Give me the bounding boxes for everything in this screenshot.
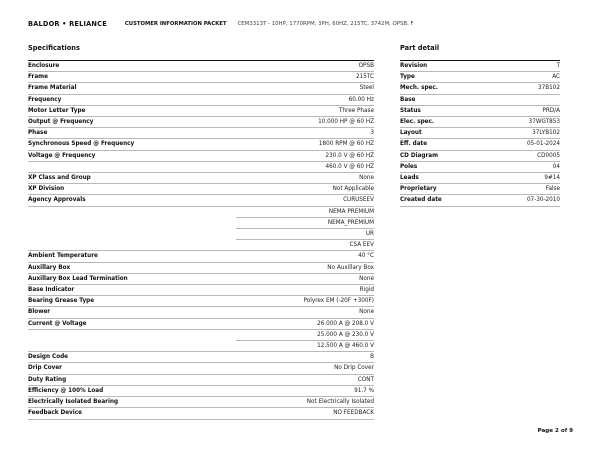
spec-label: Efficiency @ 100% Load	[28, 385, 236, 396]
spec-row	[28, 139, 374, 150]
part-row	[400, 83, 560, 94]
spec-value: UR	[236, 229, 374, 240]
spec-row	[28, 184, 374, 195]
spec-row	[28, 217, 374, 228]
spec-value: Not Applicable	[236, 184, 374, 195]
spec-row	[28, 408, 374, 419]
spec-row	[28, 94, 374, 105]
spec-value: 40 °C	[236, 251, 374, 262]
spec-value: NO FEEDBACK	[236, 408, 374, 419]
part-label: Eff. date	[400, 139, 489, 150]
spec-label-spacer	[28, 329, 236, 340]
spec-label: Blower	[28, 307, 236, 318]
spec-label-spacer	[28, 217, 236, 228]
spec-value: 215TC	[236, 72, 374, 83]
spec-label: Auxillary Box Lead Termination	[28, 273, 236, 284]
spec-row	[28, 262, 374, 273]
spec-value: Not Electrically Isolated	[236, 397, 374, 408]
page-number: Page 2 of 9	[537, 428, 573, 434]
spec-row	[28, 117, 374, 128]
spec-value: 60.00 Hz	[236, 94, 374, 105]
part-row	[400, 105, 560, 116]
spec-label: Feedback Device	[28, 408, 236, 419]
spec-label: Phase	[28, 128, 236, 139]
spec-row	[28, 374, 374, 385]
specifications-title: Specifications	[28, 44, 80, 52]
part-value: AC	[489, 72, 560, 83]
part-value: 04	[489, 161, 560, 172]
part-label: Proprietary	[400, 184, 489, 195]
spec-label: Frame Material	[28, 83, 236, 94]
document-header	[28, 18, 578, 30]
part-value: CD0005	[489, 150, 560, 161]
spec-label: Synchronous Speed @ Frequency	[28, 139, 236, 150]
spec-row	[28, 307, 374, 318]
spec-label: Bearing Grease Type	[28, 296, 236, 307]
part-value: 05-01-2024	[489, 139, 560, 150]
specifications-table	[28, 60, 374, 420]
spec-row	[28, 352, 374, 363]
spec-value: 10.000 HP @ 60 HZ	[236, 117, 374, 128]
spec-row	[28, 385, 374, 396]
spec-row	[28, 150, 374, 161]
spec-row	[28, 72, 374, 83]
spec-label: Enclosure	[28, 61, 236, 72]
part-value: 07-30-2010	[489, 195, 560, 206]
part-row	[400, 72, 560, 83]
part-label: Leads	[400, 173, 489, 184]
spec-row	[28, 296, 374, 307]
spec-row	[28, 206, 374, 217]
part-value: False	[489, 184, 560, 195]
spec-label: Current @ Voltage	[28, 318, 236, 329]
part-row	[400, 184, 560, 195]
spec-label: Motor Letter Type	[28, 105, 236, 116]
spec-value: 91.7 %	[236, 385, 374, 396]
spec-row	[28, 83, 374, 94]
part-row	[400, 128, 560, 139]
spec-row	[28, 251, 374, 262]
part-value: PRD/A	[489, 105, 560, 116]
spec-row	[28, 318, 374, 329]
spec-value: 230.0 V @ 60 HZ	[236, 150, 374, 161]
spec-label: Ambient Temperature	[28, 251, 236, 262]
spec-row	[28, 195, 374, 206]
spec-label-spacer	[28, 206, 236, 217]
part-value: 9#14	[489, 173, 560, 184]
spec-label: Base Indicator	[28, 285, 236, 296]
spec-label-spacer	[28, 240, 236, 251]
spec-row	[28, 397, 374, 408]
spec-label: Drip Cover	[28, 363, 236, 374]
part-label: Poles	[400, 161, 489, 172]
part-value	[489, 94, 560, 105]
part-label: Layout	[400, 128, 489, 139]
spec-label: XP Class and Group	[28, 173, 236, 184]
part-row	[400, 94, 560, 105]
spec-value: 25.000 A @ 230.0 V	[236, 329, 374, 340]
part-value: 37WGT853	[489, 117, 560, 128]
spec-label: XP Division	[28, 184, 236, 195]
spec-row	[28, 128, 374, 139]
spec-value: 26.000 A @ 208.0 V	[236, 318, 374, 329]
spec-label: Voltage @ Frequency	[28, 150, 236, 161]
spec-value: 1800 RPM @ 60 HZ	[236, 139, 374, 150]
part-label: Created date	[400, 195, 489, 206]
part-row	[400, 173, 560, 184]
spec-row	[28, 229, 374, 240]
spec-value: None	[236, 173, 374, 184]
part-row	[400, 150, 560, 161]
spec-label: Design Code	[28, 352, 236, 363]
spec-value: 3	[236, 128, 374, 139]
spec-label: Duty Rating	[28, 374, 236, 385]
spec-label: Frame	[28, 72, 236, 83]
spec-row	[28, 173, 374, 184]
part-row	[400, 161, 560, 172]
part-value: 37B102	[489, 83, 560, 94]
part-label: Elec. spec.	[400, 117, 489, 128]
spec-label: Agency Approvals	[28, 195, 236, 206]
part-label: Status	[400, 105, 489, 116]
spec-value: CURUSEEV	[236, 195, 374, 206]
part-row	[400, 139, 560, 150]
spec-row	[28, 285, 374, 296]
part-value: 37LYB102	[489, 128, 560, 139]
spec-value: No Auxillary Box	[236, 262, 374, 273]
part-label: Base	[400, 94, 489, 105]
spec-value: NEMA_PREMIUM	[236, 217, 374, 228]
spec-value: Three Phase	[236, 105, 374, 116]
spec-label-spacer	[28, 341, 236, 352]
spec-value: No Drip Cover	[236, 363, 374, 374]
spec-row	[28, 363, 374, 374]
part-label: Revision	[400, 61, 489, 72]
brand-logo: BALDOR • RELIANCE	[28, 20, 107, 28]
part-detail-table	[400, 60, 560, 207]
part-row	[400, 117, 560, 128]
spec-row	[28, 329, 374, 340]
part-label: CD Diagram	[400, 150, 489, 161]
spec-value: Steel	[236, 83, 374, 94]
spec-label: Auxillary Box	[28, 262, 236, 273]
spec-value: 12.500 A @ 460.0 V	[236, 341, 374, 352]
spec-row	[28, 105, 374, 116]
spec-value: NEMA PREMIUM	[236, 206, 374, 217]
part-row	[400, 61, 560, 72]
part-row	[400, 195, 560, 206]
spec-value: OPSB	[236, 61, 374, 72]
spec-value: 460.0 V @ 60 HZ	[236, 161, 374, 172]
spec-value: CSA EEV	[236, 240, 374, 251]
packet-title: CUSTOMER INFORMATION PACKET	[124, 21, 227, 27]
spec-label-spacer	[28, 161, 236, 172]
spec-row	[28, 61, 374, 72]
spec-label-spacer	[28, 229, 236, 240]
part-label: Type	[400, 72, 489, 83]
spec-label: Output @ Frequency	[28, 117, 236, 128]
spec-value: B	[236, 352, 374, 363]
spec-value: Rigid	[236, 285, 374, 296]
spec-row	[28, 161, 374, 172]
spec-row	[28, 240, 374, 251]
spec-value: CONT	[236, 374, 374, 385]
part-label: Mech. spec.	[400, 83, 489, 94]
spec-value: Polyrex EM (-20F +300F)	[236, 296, 374, 307]
spec-row	[28, 273, 374, 284]
spec-value: None	[236, 273, 374, 284]
spec-value: None	[236, 307, 374, 318]
spec-row	[28, 341, 374, 352]
part-value: T	[489, 61, 560, 72]
model-description: CEM3313T - 10HP, 1770RPM, 3PH, 60HZ, 215TC, 3742M, OPSB, F	[237, 21, 414, 27]
part-detail-title: Part detail	[400, 44, 440, 52]
spec-label: Frequency	[28, 94, 236, 105]
spec-label: Electrically Isolated Bearing	[28, 397, 236, 408]
